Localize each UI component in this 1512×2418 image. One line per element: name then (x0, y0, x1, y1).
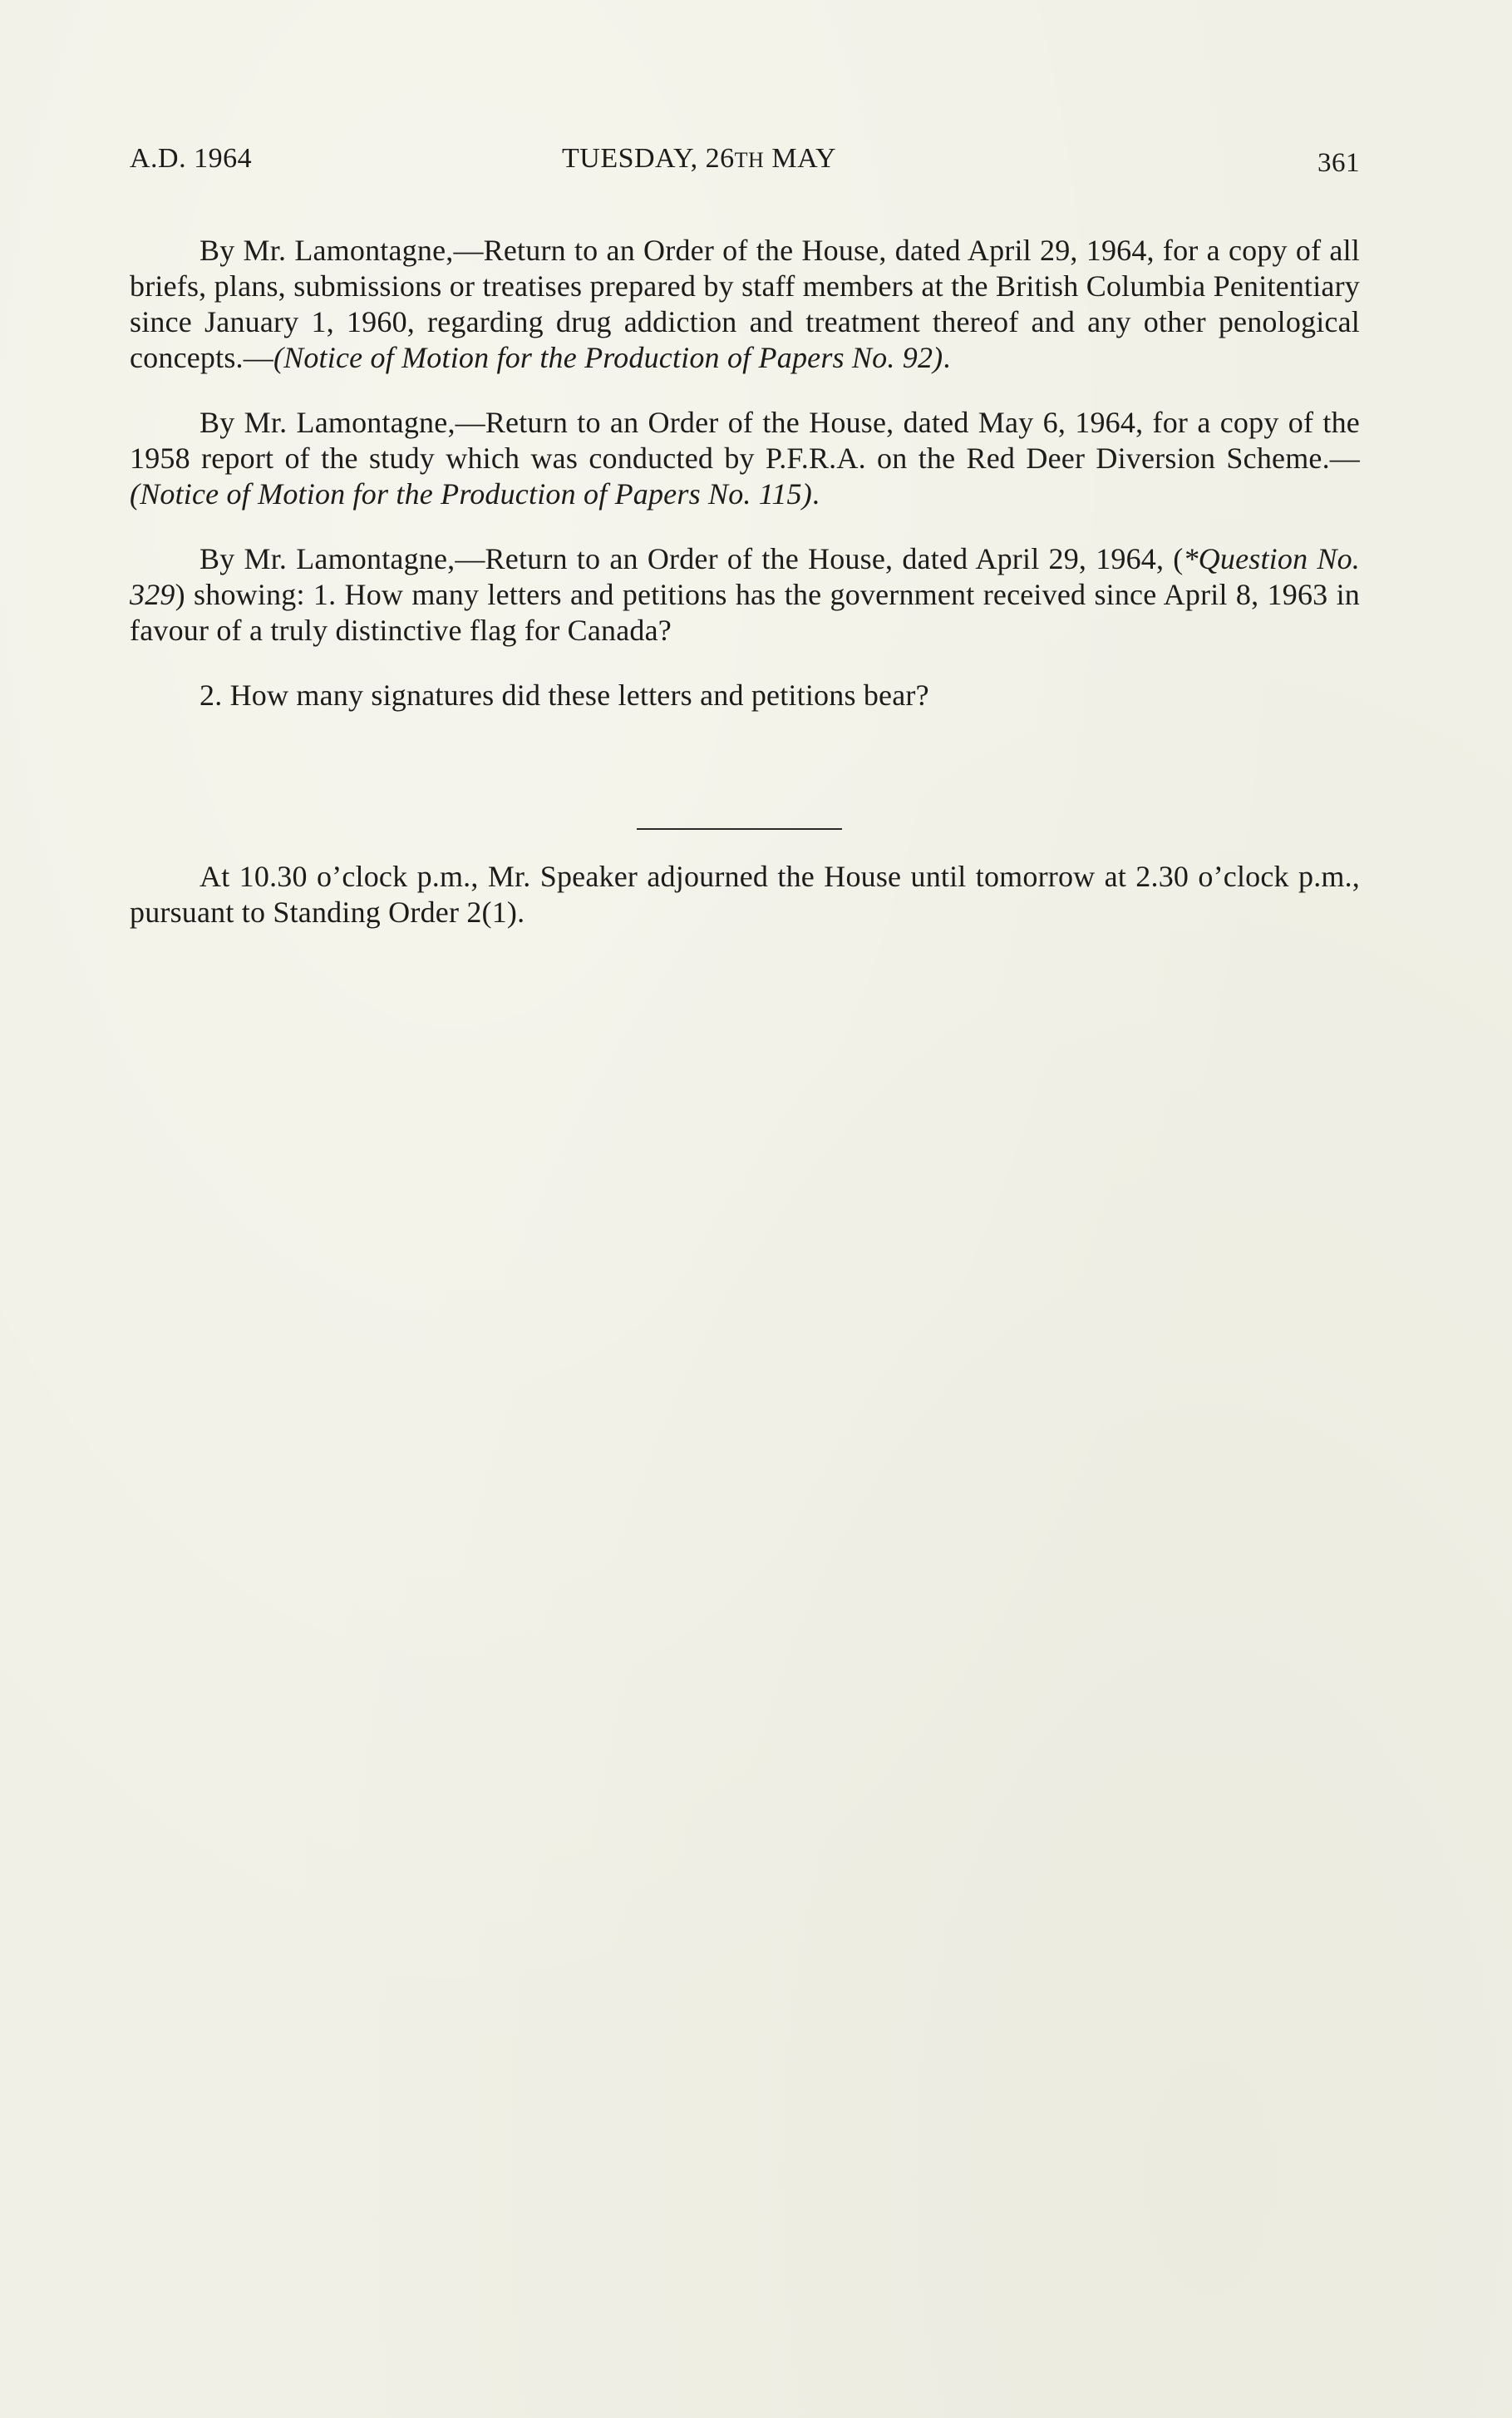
paragraph-italic-question: *Question No. 329 (130, 542, 1360, 611)
page-header (130, 143, 1360, 185)
section-divider (637, 828, 842, 830)
page-body (130, 233, 1360, 713)
paragraph-return-2 (130, 405, 1360, 512)
header-date-suffix: TH (734, 148, 765, 172)
header-date (562, 143, 836, 175)
header-date-month: MAY (764, 143, 837, 174)
paragraph-tail: . (943, 341, 951, 374)
paragraph-tail: . (811, 477, 820, 511)
paragraph-italic-notice: (Notice of Motion for the Production of Papers No. 115) (130, 477, 812, 511)
paragraph-text-after: ) showing: 1. How many letters and petitions has the government received since April 8, 1963 in favour of a truly distinctive flag for Canada? (130, 578, 1360, 647)
paragraph-text: By Mr. Lamontagne,—Return to an Order of the House, dated April 29, 1964, for a copy of all briefs, plans, submissions or treatises prepared by staff members at the British Columbia Penitentiary since January 1, 1960, regarding drug addiction and treatment thereof and any other penological concepts.— (130, 234, 1360, 374)
paragraph-text-before: By Mr. Lamontagne,—Return to an Order of the House, dated April 29, 1964, ( (199, 542, 1184, 575)
paragraph-text: 2. How many signatures did these letters and petitions bear? (199, 679, 929, 712)
paragraph-text: By Mr. Lamontagne,—Return to an Order of the House, dated May 6, 1964, for a copy of the 1958 report of the study which was conducted by P.F.R.A. on the Red Deer Diversion Scheme.— (130, 406, 1360, 475)
adjournment-paragraph: At 10.30 o’clock p.m., Mr. Speaker adjourned the House until tomorrow at 2.30 o’clock p.m., pursuant to Standing Order 2(1). (130, 860, 1360, 929)
paragraph-italic-notice: (Notice of Motion for the Production of Papers No. 92) (273, 341, 943, 374)
header-date-prefix: TUESDAY, 26 (562, 143, 735, 174)
paragraph-return-3 (130, 541, 1360, 649)
page-number: 361 (1317, 148, 1360, 178)
header-year: A.D. 1964 (130, 143, 253, 174)
paragraph-return-1 (130, 233, 1360, 376)
paragraph-question-2 (130, 678, 1360, 713)
